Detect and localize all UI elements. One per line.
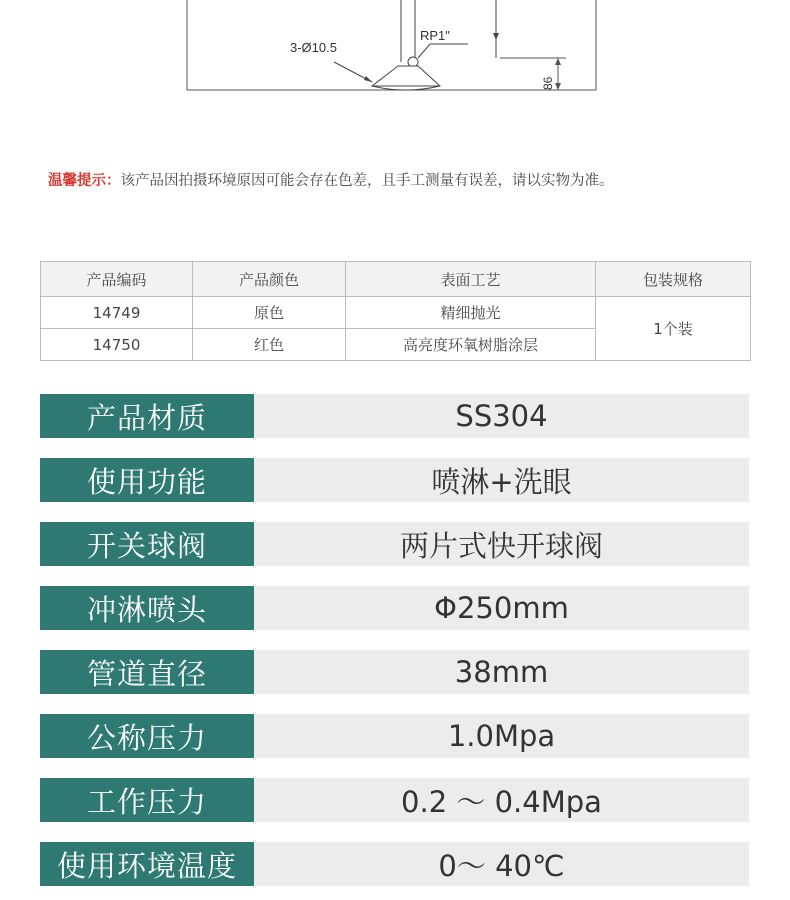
spec-row-pipe-diameter xyxy=(40,650,749,694)
spec-key: 管道直径 xyxy=(40,650,254,694)
warm-notice xyxy=(48,170,768,192)
cell-process: 精细抛光 xyxy=(346,297,596,329)
spec-key: 产品材质 xyxy=(40,394,254,438)
spec-key: 公称压力 xyxy=(40,714,254,758)
table-header-row xyxy=(41,262,751,297)
spec-row-material xyxy=(40,394,749,438)
technical-drawing xyxy=(0,0,790,110)
spec-value: 0.2 ～ 0.4Mpa xyxy=(401,784,602,819)
cell-package: 1个装 xyxy=(596,297,751,361)
dimension-arrow-bottom xyxy=(555,83,561,90)
spec-key: 使用环境温度 xyxy=(40,842,254,886)
spec-value: 喷淋+洗眼 xyxy=(431,464,572,499)
notice-text: 该产品因拍摄环境原因可能会存在色差，且手工测量有误差，请以实物为准。 xyxy=(120,173,614,189)
spec-key: 冲淋喷头 xyxy=(40,586,254,630)
thread-leader-line xyxy=(418,44,430,58)
header-product-code: 产品编码 xyxy=(41,262,193,297)
spec-row-ball-valve xyxy=(40,522,749,566)
dimension-label: 86 xyxy=(541,76,555,90)
cell-color: 原色 xyxy=(193,297,346,329)
spec-key: 工作压力 xyxy=(40,778,254,822)
spec-value: Φ250mm xyxy=(434,591,569,625)
spec-value: SS304 xyxy=(455,399,548,433)
spec-value: 38mm xyxy=(454,655,549,689)
spec-key: 使用功能 xyxy=(40,458,254,502)
thread-arrow-head xyxy=(493,33,499,40)
notice-label: 温馨提示： xyxy=(48,173,121,189)
table-row xyxy=(41,297,751,329)
spec-row-nominal-pressure xyxy=(40,714,749,758)
dimension-arrow-top xyxy=(555,58,561,65)
spec-row-temperature xyxy=(40,842,749,886)
spec-row-shower-head xyxy=(40,586,749,630)
header-package-spec: 包装规格 xyxy=(596,262,751,297)
thread-label: RP1" xyxy=(420,28,450,43)
cell-code: 14749 xyxy=(41,297,193,329)
header-surface-process: 表面工艺 xyxy=(346,262,596,297)
header-product-color: 产品颜色 xyxy=(193,262,346,297)
hole-leader-arrow xyxy=(364,76,372,82)
product-code-table xyxy=(40,261,751,361)
spec-row-working-pressure xyxy=(40,778,749,822)
spec-value: 两片式快开球阀 xyxy=(399,528,603,563)
spec-key: 开关球阀 xyxy=(40,522,254,566)
spec-value: 0～ 40℃ xyxy=(438,848,565,883)
spec-row-function xyxy=(40,458,749,502)
cell-code: 14750 xyxy=(41,329,193,361)
spec-value: 1.0Mpa xyxy=(447,719,556,753)
cell-color: 红色 xyxy=(193,329,346,361)
hole-label: 3-Ø10.5 xyxy=(290,40,337,55)
cell-process: 高亮度环氧树脂涂层 xyxy=(346,329,596,361)
